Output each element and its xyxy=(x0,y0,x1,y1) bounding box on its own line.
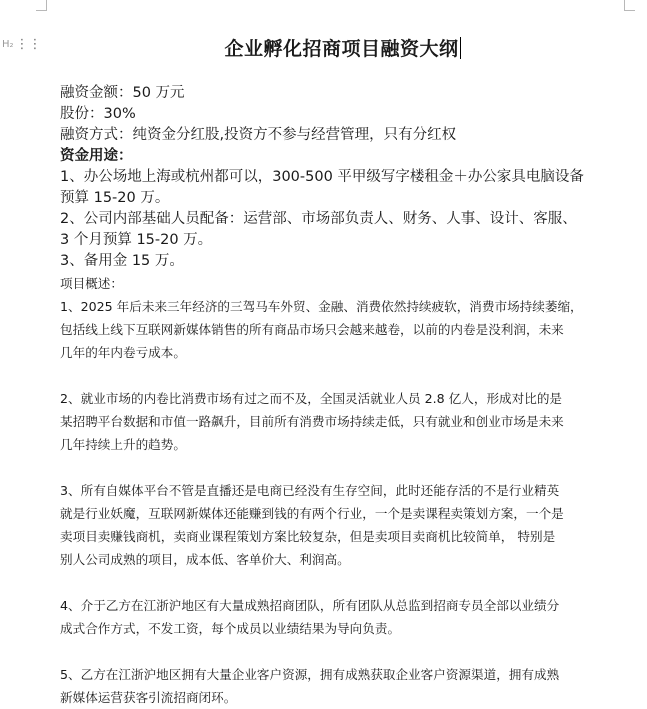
overview-p4-line-1: 4、介于乙方在江浙沪地区有大量成熟招商团队，所有团队从总监到招商专员全部以业绩分 xyxy=(60,598,560,613)
page-corner-mark-left xyxy=(36,0,47,11)
overview-p1-line-2: 包括线上线下互联网新媒体销售的所有商品市场只会越来越卷，以前的内卷是没利润，未来 xyxy=(60,322,564,337)
overview-p1-line-3: 几年的年内卷亏成本。 xyxy=(60,345,186,360)
overview-p2-line-1: 2、就业市场的内卷比消费市场有过之而不及，全国灵活就业人员 2.8 亿人，形成对比的是 xyxy=(60,391,563,406)
fund-use-3: 3、备用金 15 万。 xyxy=(60,253,184,269)
heading-level-icon: H₂ xyxy=(2,39,14,50)
overview-heading: 项目概述： xyxy=(60,276,123,291)
overview-p5-line-2: 新媒体运营获客引流招商闭环。 xyxy=(60,690,237,705)
page-corner-mark-right xyxy=(624,0,635,11)
paragraph-gap xyxy=(60,364,625,387)
document-page[interactable] xyxy=(60,30,625,709)
overview-p4-line-2: 成式合作方式，不发工资，每个成员以业绩结果为导向负责。 xyxy=(60,621,401,636)
overview-p5-line-1: 5、乙方在江浙沪地区拥有大量企业客户资源，拥有成熟获取企业客户资源渠道，拥有成熟 xyxy=(60,667,560,682)
fund-use-heading: 资金用途： xyxy=(60,148,133,164)
paragraph-handle[interactable] xyxy=(2,38,42,51)
drag-handle-icon[interactable]: ⋮⋮ xyxy=(15,37,42,52)
fund-use-2-line-2: 3 个月预算 15-20 万。 xyxy=(60,232,213,248)
overview-p2-line-2: 某招聘平台数据和市值一路飙升，目前所有消费市场持续走低，只有就业和创业市场是未来 xyxy=(60,414,564,429)
fund-use-2-line-1: 2、公司内部基础人员配备：运营部、市场部负责人、财务、人事、设计、客服、 xyxy=(60,211,577,227)
text-cursor xyxy=(460,37,461,59)
overview-p3-line-2: 就是行业妖魔，互联网新媒体还能赚到钱的有两个行业，一个是卖课程卖策划方案，一个是 xyxy=(60,506,564,521)
overview-p1-line-1: 1、2025 年后未来三年经济的三驾马车外贸、金融、消费依然持续疲软，消费市场持续萎缩， xyxy=(60,299,583,314)
document-title[interactable]: 企业孵化招商项目融资大纲 xyxy=(224,38,459,60)
fund-use-1-line-2: 预算 15-20 万。 xyxy=(60,190,170,206)
financing-method: 融资方式：纯资金分红股,投资方不参与经营管理，只有分红权 xyxy=(60,127,457,143)
paragraph-gap xyxy=(60,456,625,479)
overview-p3-line-1: 3、所有自媒体平台不管是直播还是电商已经没有生存空间，此时还能存活的不是行业精英 xyxy=(60,483,560,498)
paragraph-gap xyxy=(60,571,625,594)
paragraph-gap xyxy=(60,640,625,663)
overview-p2-line-3: 几年持续上升的趋势。 xyxy=(60,437,186,452)
equity-share: 股份：30% xyxy=(60,106,136,122)
overview-p3-line-3: 卖项目卖赚钱商机，卖商业课程策划方案比较复杂，但是卖项目卖商机比较简单， 特别是 xyxy=(60,529,556,544)
fund-use-1-line-1: 1、办公场地上海或杭州都可以，300-500 平甲级写字楼租金＋办公家具电脑设备 xyxy=(60,169,584,185)
overview-p3-line-4: 别人公司成熟的项目，成本低、客单价大、利润高。 xyxy=(60,552,350,567)
financing-amount: 融资金额：50 万元 xyxy=(60,85,185,101)
